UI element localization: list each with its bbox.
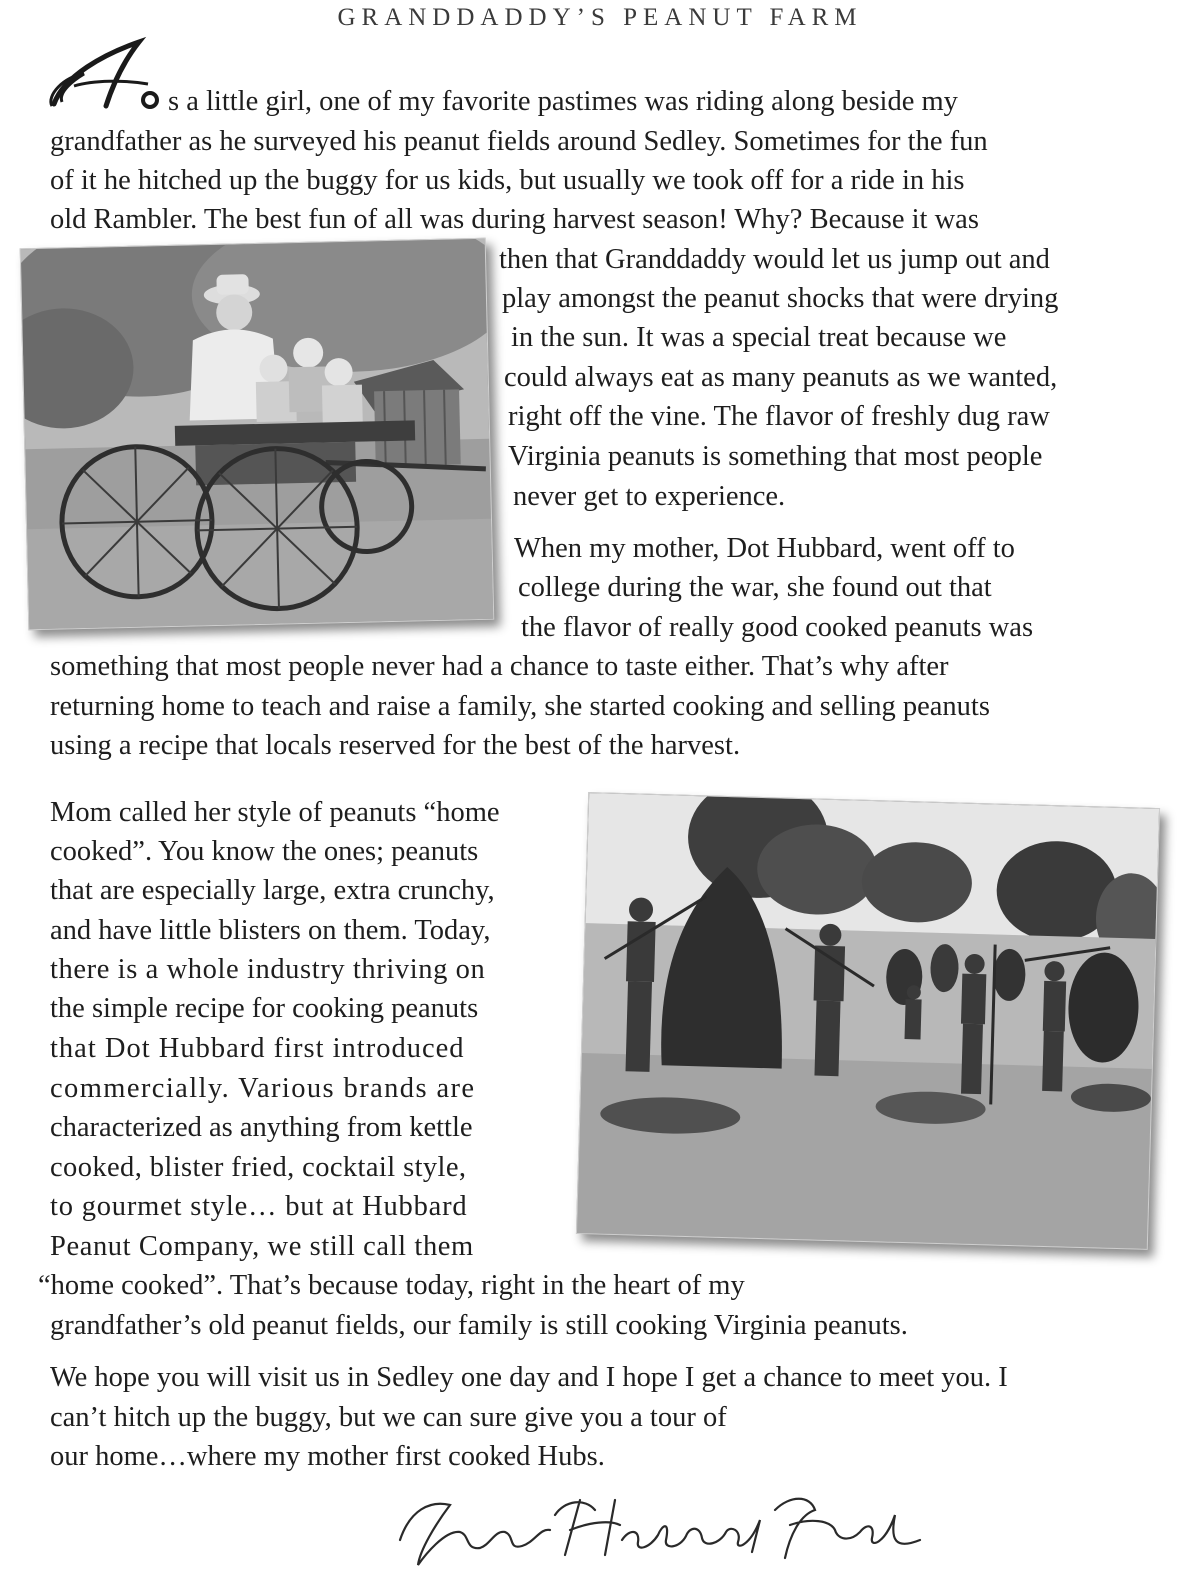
paragraph-line: We hope you will visit us in Sedley one day and I hope I get a chance to meet you. I (50, 1362, 1008, 1393)
paragraph-line: right off the vine. The flavor of freshly dug raw (508, 401, 1050, 432)
paragraph-line: Mom called her style of peanuts “home (50, 797, 500, 828)
page-title: GRANDDADDY’S PEANUT FARM (337, 4, 863, 31)
paragraph-line: our home…where my mother first cooked Hubs. (50, 1441, 605, 1472)
paragraph-line: play amongst the peanut shocks that were drying (502, 283, 1059, 314)
paragraph-line: cooked, blister fried, cocktail style, (50, 1152, 467, 1183)
paragraph-line: When my mother, Dot Hubbard, went off to (514, 533, 1015, 564)
paragraph-line: never get to experience. (513, 481, 786, 512)
paragraph-line: using a recipe that locals reserved for the best of the harvest. (50, 730, 741, 761)
paragraph-line: and have little blisters on them. Today, (50, 915, 491, 946)
dropcap-letter (44, 36, 164, 116)
field-workers-photo (576, 792, 1160, 1250)
paragraph-line: returning home to teach and raise a family, she started cooking and selling peanuts (50, 691, 990, 722)
paragraph-line: the simple recipe for cooking peanuts (50, 993, 479, 1024)
paragraph-line: “home cooked”. That’s because today, right in the heart of my (38, 1270, 745, 1301)
paragraph-line: commercially. Various brands are (50, 1073, 476, 1104)
paragraph-line: old Rambler. The best fun of all was during harvest season! Why? Because it was (50, 204, 979, 235)
paragraph-line: to gourmet style… but at Hubbard (50, 1191, 468, 1222)
paragraph-line: of it he hitched up the buggy for us kids, but usually we took off for a ride in his (50, 165, 965, 196)
paragraph-line: something that most people never had a chance to taste either. That’s why after (50, 651, 949, 682)
signature (390, 1470, 930, 1580)
paragraph-line: cooked”. You know the ones; peanuts (50, 836, 479, 867)
paragraph-line: then that Granddaddy would let us jump out and (499, 244, 1050, 275)
paragraph-line: in the sun. It was a special treat because we (511, 322, 1007, 353)
paragraph-line: college during the war, she found out that (518, 572, 992, 603)
paragraph-line: grandfather’s old peanut fields, our family is still cooking Virginia peanuts. (50, 1310, 908, 1341)
paragraph-line: that are especially large, extra crunchy, (50, 875, 495, 906)
paragraph-line: the flavor of really good cooked peanuts was (521, 612, 1034, 643)
paragraph-line: characterized as anything from kettle (50, 1112, 473, 1143)
paragraph-line: that Dot Hubbard first introduced (50, 1033, 465, 1064)
paragraph-line: grandfather as he surveyed his peanut fields around Sedley. Sometimes for the fun (50, 126, 988, 157)
paragraph-line: can’t hitch up the buggy, but we can sure give you a tour of (50, 1402, 727, 1433)
paragraph-line: could always eat as many peanuts as we wanted, (504, 362, 1058, 393)
paragraph-line: s a little girl, one of my favorite pastimes was riding along beside my (168, 86, 958, 117)
paragraph-line: there is a whole industry thriving on (50, 954, 486, 985)
paragraph-line: Peanut Company, we still call them (50, 1231, 474, 1262)
paragraph-line: Virginia peanuts is something that most people (508, 441, 1043, 472)
buggy-photo (20, 238, 495, 630)
